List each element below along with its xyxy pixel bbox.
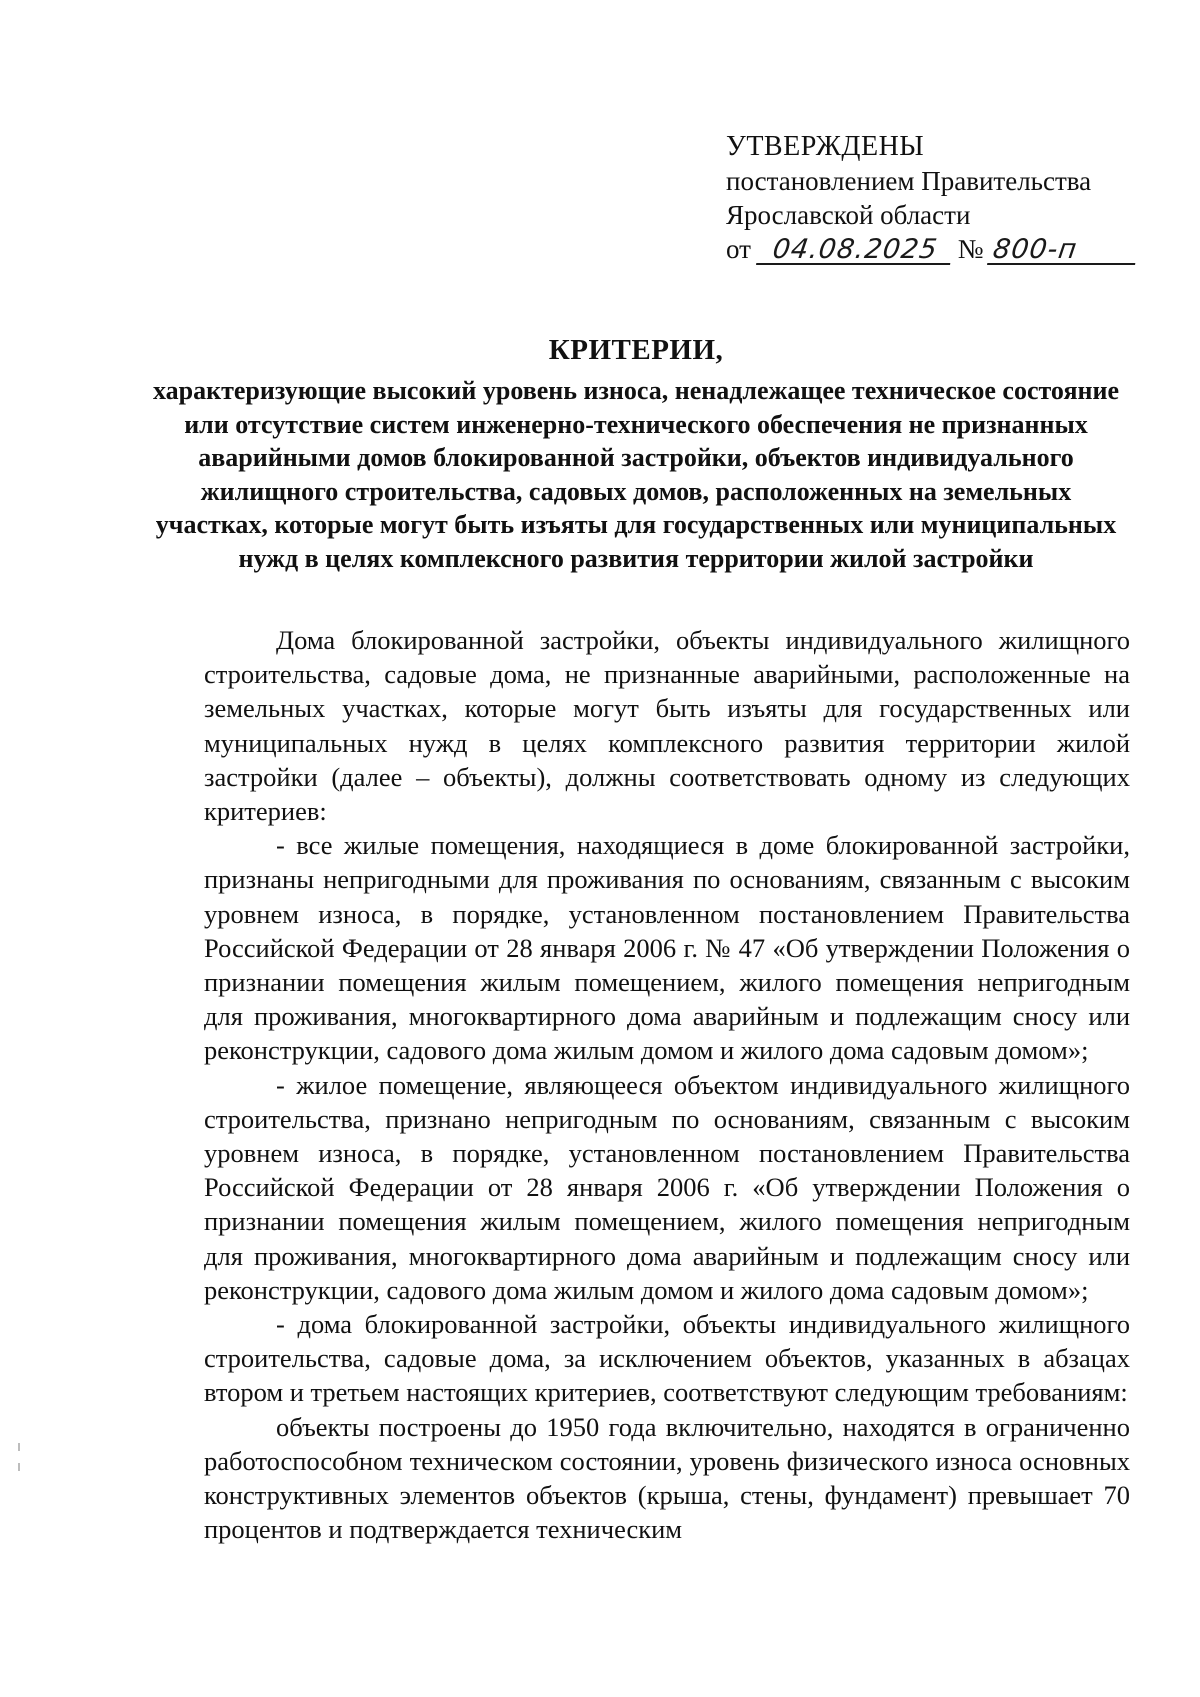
approval-stamp-block xyxy=(726,130,1137,266)
approval-date-prefix: от xyxy=(726,234,751,264)
body-paragraph-3: - жилое помещение, являющееся объектом индивидуального жилищного строительства, признано непригодным по основаниям, связанным с высоким уровнем износа, в порядке, установленном постановлением Правительства Российской Федерации от 28 января 2006 г. «Об утверждении Положения о признании помещения жилым помещением, жилого помещения непригодным для проживания, многоквартирного дома аварийным и подлежащим сносу или реконструкции, садового дома жилым домом и жилого дома садовым домом»; xyxy=(204,1069,1130,1305)
body-paragraph-1: Дома блокированной застройки, объекты индивидуального жилищного строительства, садовые дома, не признанные аварийными, расположенные на земельных участках, которые могут быть изъяты для государственных или муниципальных нужд в целях комплексного развития территории жилой застройки (далее – объекты), должны соответствовать одному из следующих критериев: xyxy=(204,625,1130,827)
approval-line-1: постановлением Правительства xyxy=(726,166,1092,196)
approval-line-2: Ярославской области xyxy=(726,200,971,230)
approval-date-number-line xyxy=(726,232,1137,266)
body-paragraph-4: - дома блокированной застройки, объекты индивидуального жилищного строительства, садовые дома, за исключением объектов, указанных в абзацах втором и третьем настоящих критериев, соответствуют следующим требованиям: xyxy=(204,1309,1130,1408)
document-subtitle: характеризующие высокий уровень износа, ненадлежащее техническое состояние или отсутствие систем инженерно-технического обеспечения не признанных аварийными домов блокированной застройки, объектов индивидуального жилищного строительства, садовых домов, расположенных на земельных участках, которые могут быть изъяты для государственных или муниципальных нужд в целях комплексного развития территории жилой застройки xyxy=(152,376,1120,573)
scan-edge-mark xyxy=(18,1463,20,1471)
handwritten-number: 800-п xyxy=(988,237,1140,265)
document-title: КРИТЕРИИ, xyxy=(548,334,724,366)
body-paragraph-2: - все жилые помещения, находящиеся в доме блокированной застройки, признаны непригодными для проживания по основаниям, связанным с высоким уровнем износа, в порядке, установленном постановлением Правительства Российской Федерации от 28 января 2006 г. № 47 «Об утверждении Положения о признании помещения жилым помещением, жилого помещения непригодным для проживания, многоквартирного дома аварийным и подлежащим сносу или реконструкции, садового дома жилым домом и жилого дома садовым домом»; xyxy=(204,830,1130,1066)
approval-heading: УТВЕРЖДЕНЫ xyxy=(726,131,925,162)
document-title-block xyxy=(150,330,1122,576)
body-paragraph-5: объекты построены до 1950 года включительно, находятся в ограниченно работоспособном техническом состоянии, уровень физического износа основных конструктивных элементов объектов (крыша, стены, фундамент) превышает 70 процентов и подтверждается техническим xyxy=(204,1411,1130,1545)
scan-edge-mark xyxy=(18,1443,20,1451)
number-sign: № xyxy=(957,234,984,264)
document-body xyxy=(204,623,1130,1546)
handwritten-date: 04.08.2025 xyxy=(756,237,954,265)
